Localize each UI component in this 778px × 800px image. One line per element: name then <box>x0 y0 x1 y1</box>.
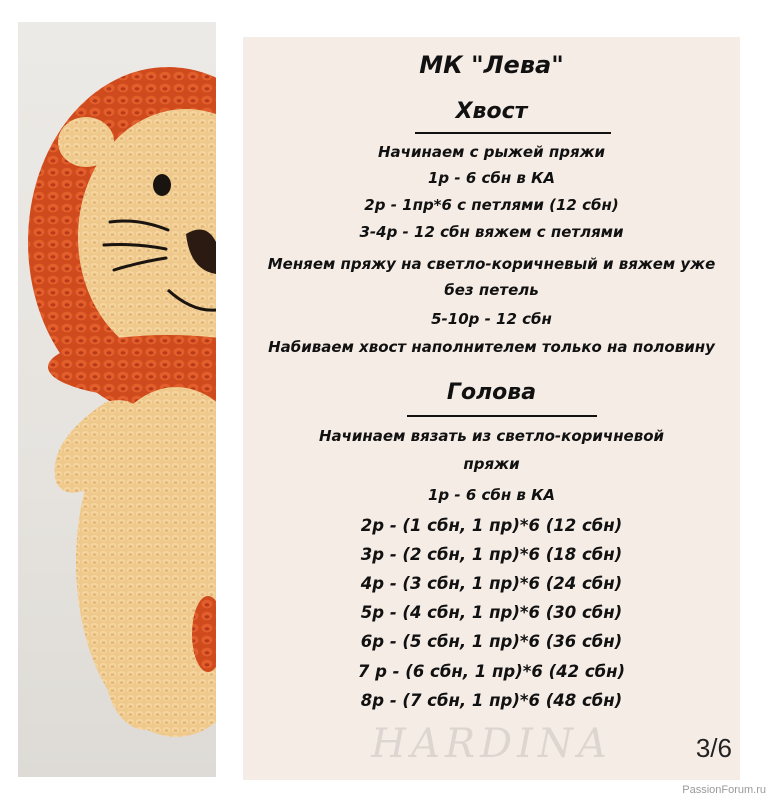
tail-line-2: 1р - 6 сбн в КА <box>427 169 556 187</box>
section-heading-tail: Хвост <box>455 99 528 124</box>
page-title: МК "Лева" <box>419 51 564 79</box>
section-heading-head: Голова <box>446 380 537 405</box>
head-line-4: 2р - (1 сбн, 1 пр)*6 (12 сбн) <box>360 516 623 535</box>
page-indicator: 3/6 <box>695 733 732 763</box>
head-line-9: 7 р - (6 сбн, 1 пр)*6 (42 сбн) <box>357 662 626 681</box>
tail-line-3: 2р - 1пр*6 с петлями (12 сбн) <box>364 196 619 214</box>
head-line-6: 4р - (3 сбн, 1 пр)*6 (24 сбн) <box>360 574 623 593</box>
tail-line-1: Начинаем с рыжей пряжи <box>377 143 606 161</box>
tail-line-5: Меняем пряжу на светло-коричневый и вяжем уже <box>267 255 716 273</box>
leg <box>106 614 186 730</box>
head-line-8: 6р - (5 сбн, 1 пр)*6 (36 сбн) <box>360 632 623 651</box>
watermark: HARDINA <box>371 721 612 767</box>
eye <box>153 174 171 196</box>
heading-underline <box>415 132 611 134</box>
lion-toy-photo <box>18 22 216 777</box>
tail-line-6: без петель <box>444 281 539 299</box>
head-line-7: 5р - (4 сбн, 1 пр)*6 (30 сбн) <box>360 603 623 622</box>
head-line-3: 1р - 6 сбн в КА <box>427 486 556 504</box>
tail-line-7: 5-10р - 12 сбн <box>431 310 552 328</box>
tail-line-4: 3-4р - 12 сбн вяжем с петлями <box>359 223 624 241</box>
head-line-5: 3р - (2 сбн, 1 пр)*6 (18 сбн) <box>360 545 623 564</box>
recipe-card <box>243 37 740 780</box>
tail-line-8: Набиваем хвост наполнителем только на половину <box>268 338 715 356</box>
head-line-1: Начинаем вязать из светло-коричневой <box>318 427 665 445</box>
head-line-2: пряжи <box>463 455 520 473</box>
head-line-10: 8р - (7 сбн, 1 пр)*6 (48 сбн) <box>360 691 623 710</box>
site-credit: PassionForum.ru <box>682 784 766 796</box>
heading-underline <box>407 415 597 417</box>
